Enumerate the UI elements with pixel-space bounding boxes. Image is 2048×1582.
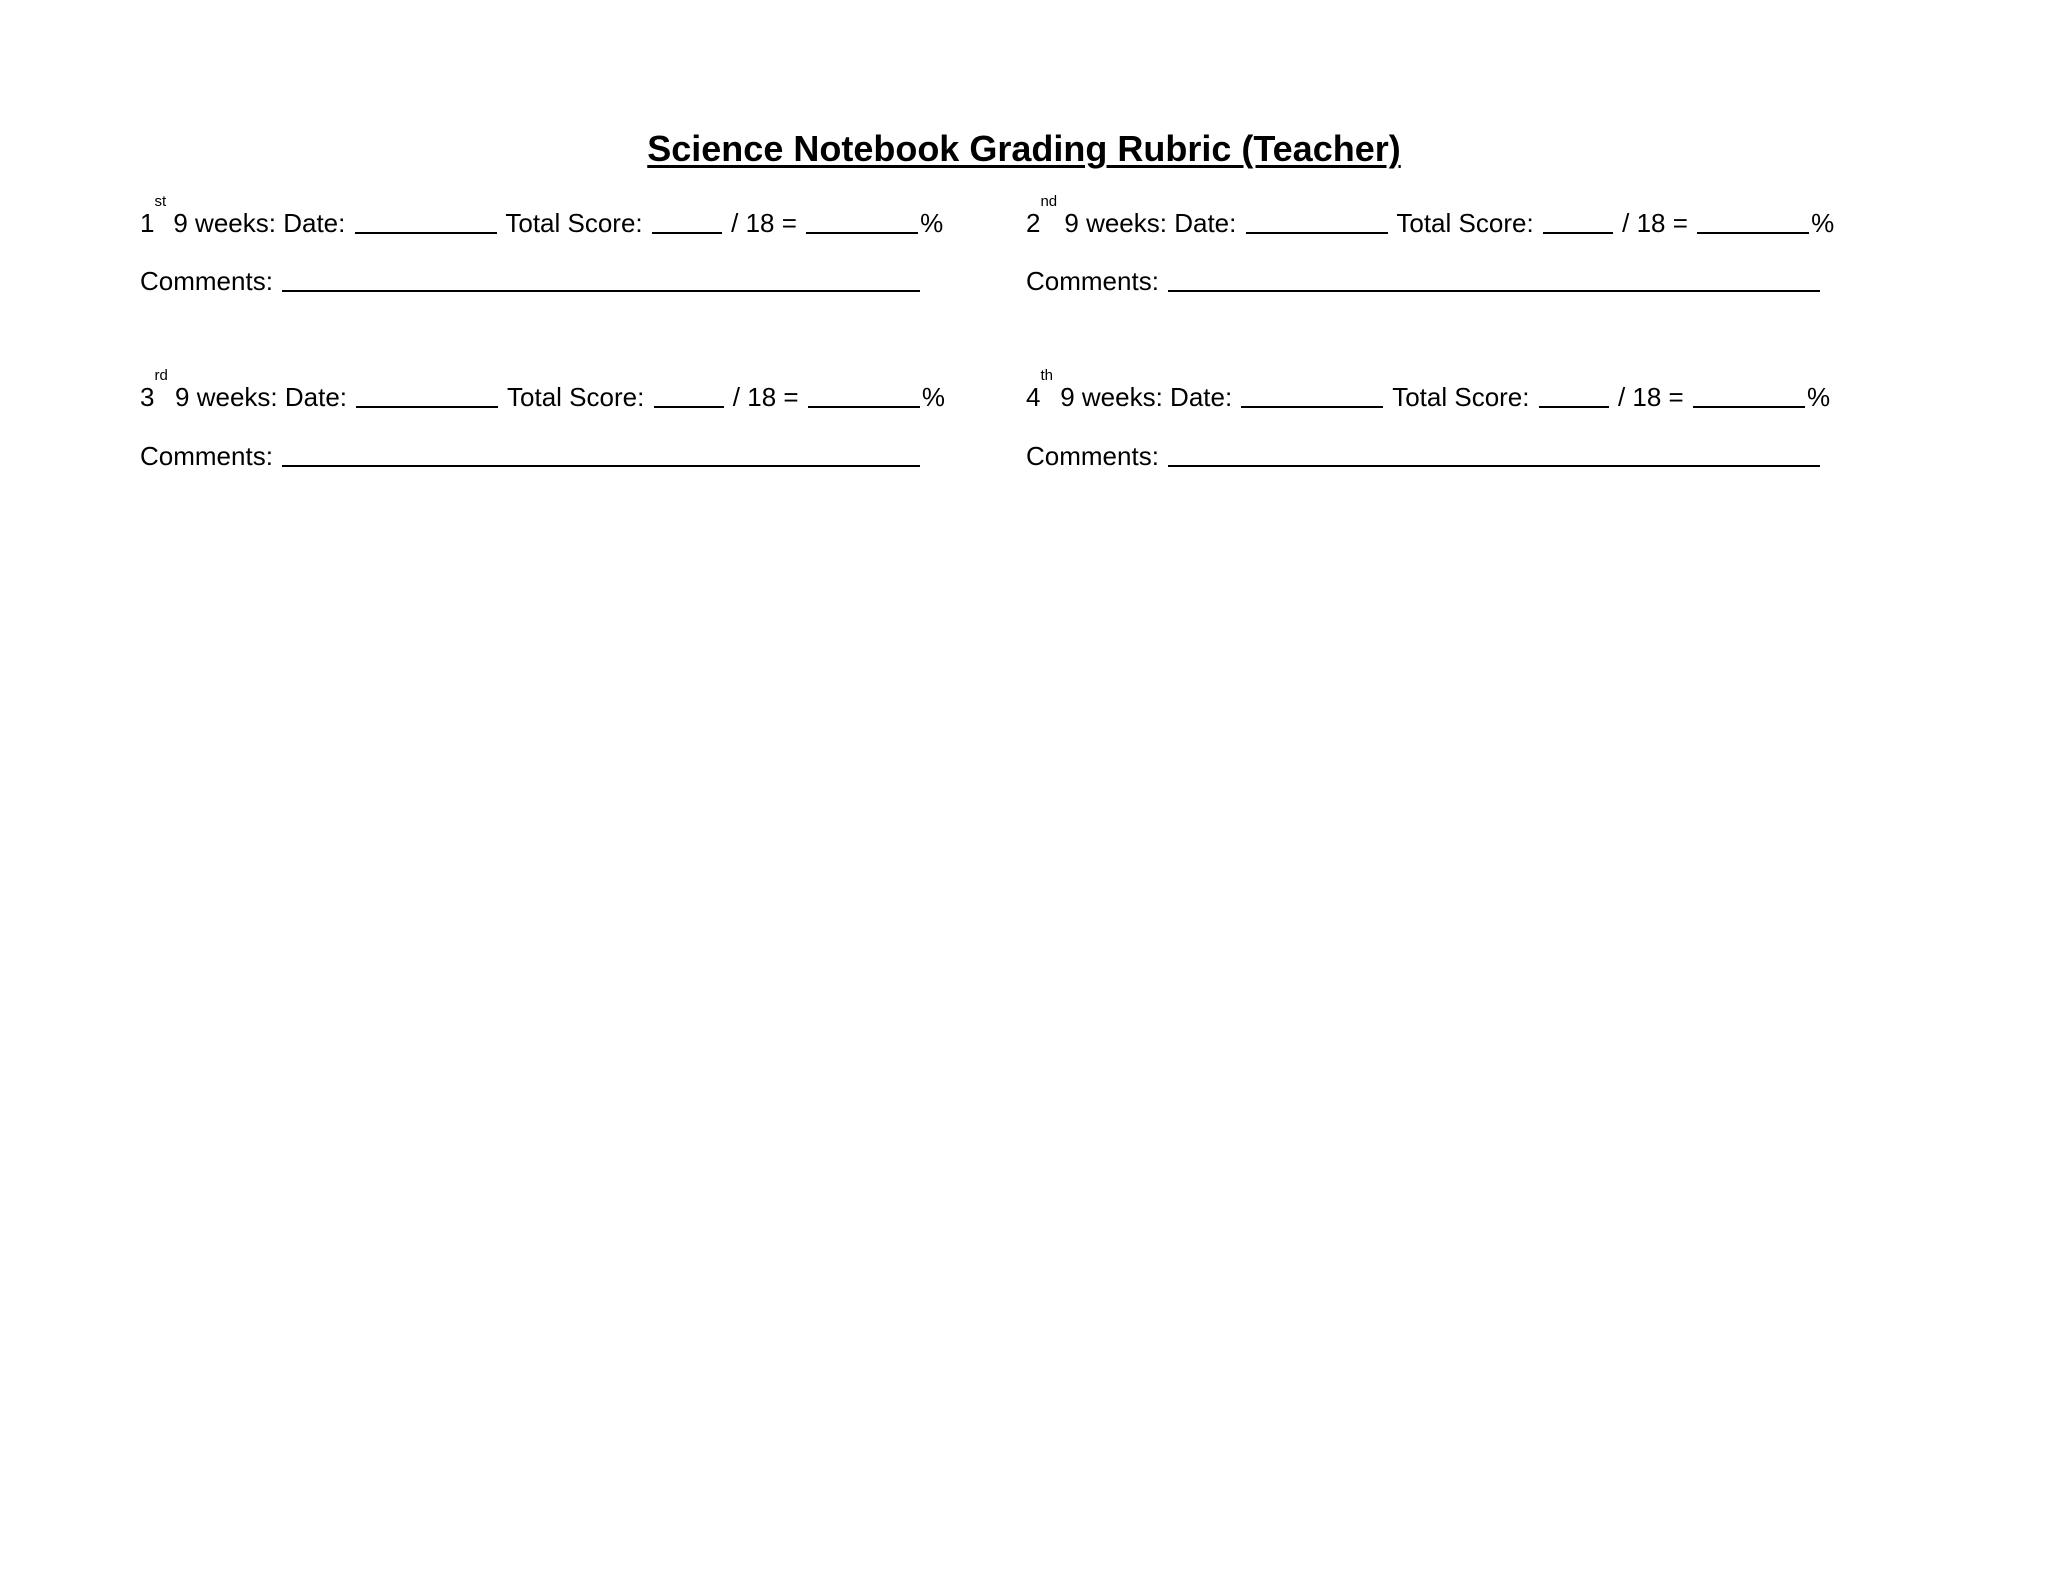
percent-blank[interactable]	[1697, 208, 1809, 234]
score-blank[interactable]	[654, 382, 724, 408]
date-blank[interactable]	[1241, 382, 1383, 408]
comments-label: Comments:	[140, 441, 273, 471]
percent-blank[interactable]	[1693, 382, 1805, 408]
percent-blank[interactable]	[806, 208, 918, 234]
total-score-label: Total Score:	[1396, 208, 1534, 238]
comments-blank[interactable]	[282, 266, 920, 292]
percent-sign: %	[1806, 382, 1831, 412]
period-2-comments-line	[1026, 264, 1822, 297]
out-of-label: / 18 =	[732, 382, 799, 412]
ordinal-suffix: th	[1040, 367, 1053, 384]
weeks-date-label: 9 weeks: Date:	[1060, 382, 1233, 412]
period-1-comments-line	[140, 264, 922, 297]
period-number: 1	[140, 208, 155, 238]
period-4-comments-line	[1026, 439, 1822, 472]
date-blank[interactable]	[356, 382, 498, 408]
page-title: Science Notebook Grading Rubric (Teacher)	[647, 128, 1401, 169]
period-2-score-line	[1026, 193, 1835, 239]
comments-label: Comments:	[1026, 441, 1159, 471]
ordinal-suffix: st	[154, 193, 167, 210]
weeks-date-label: 9 weeks: Date:	[173, 208, 346, 238]
period-number: 4	[1026, 382, 1041, 412]
out-of-label: / 18 =	[1622, 208, 1688, 238]
ordinal-suffix: rd	[154, 367, 168, 384]
comments-blank[interactable]	[1168, 441, 1820, 467]
period-number: 2	[1026, 208, 1041, 238]
percent-sign: %	[1811, 208, 1835, 238]
weeks-date-label: 9 weeks: Date:	[175, 382, 348, 412]
out-of-label: / 18 =	[731, 208, 797, 238]
period-4-score-line	[1026, 367, 1831, 413]
period-3-score-line	[140, 367, 945, 413]
comments-label: Comments:	[140, 266, 273, 296]
weeks-date-label: 9 weeks: Date:	[1064, 208, 1237, 238]
percent-sign: %	[920, 208, 944, 238]
period-number: 3	[140, 382, 155, 412]
comments-blank[interactable]	[282, 441, 920, 467]
period-1-score-line	[140, 193, 944, 239]
date-blank[interactable]	[355, 208, 497, 234]
total-score-label: Total Score:	[505, 208, 643, 238]
score-blank[interactable]	[1539, 382, 1609, 408]
comments-blank[interactable]	[1168, 266, 1820, 292]
period-3-comments-line	[140, 439, 922, 472]
ordinal-suffix: nd	[1040, 193, 1058, 210]
comments-label: Comments:	[1026, 266, 1159, 296]
out-of-label: / 18 =	[1617, 382, 1684, 412]
date-blank[interactable]	[1246, 208, 1388, 234]
score-blank[interactable]	[652, 208, 722, 234]
percent-sign: %	[921, 382, 945, 412]
percent-blank[interactable]	[808, 382, 920, 408]
total-score-label: Total Score:	[1392, 382, 1530, 412]
total-score-label: Total Score:	[507, 382, 645, 412]
score-blank[interactable]	[1543, 208, 1613, 234]
